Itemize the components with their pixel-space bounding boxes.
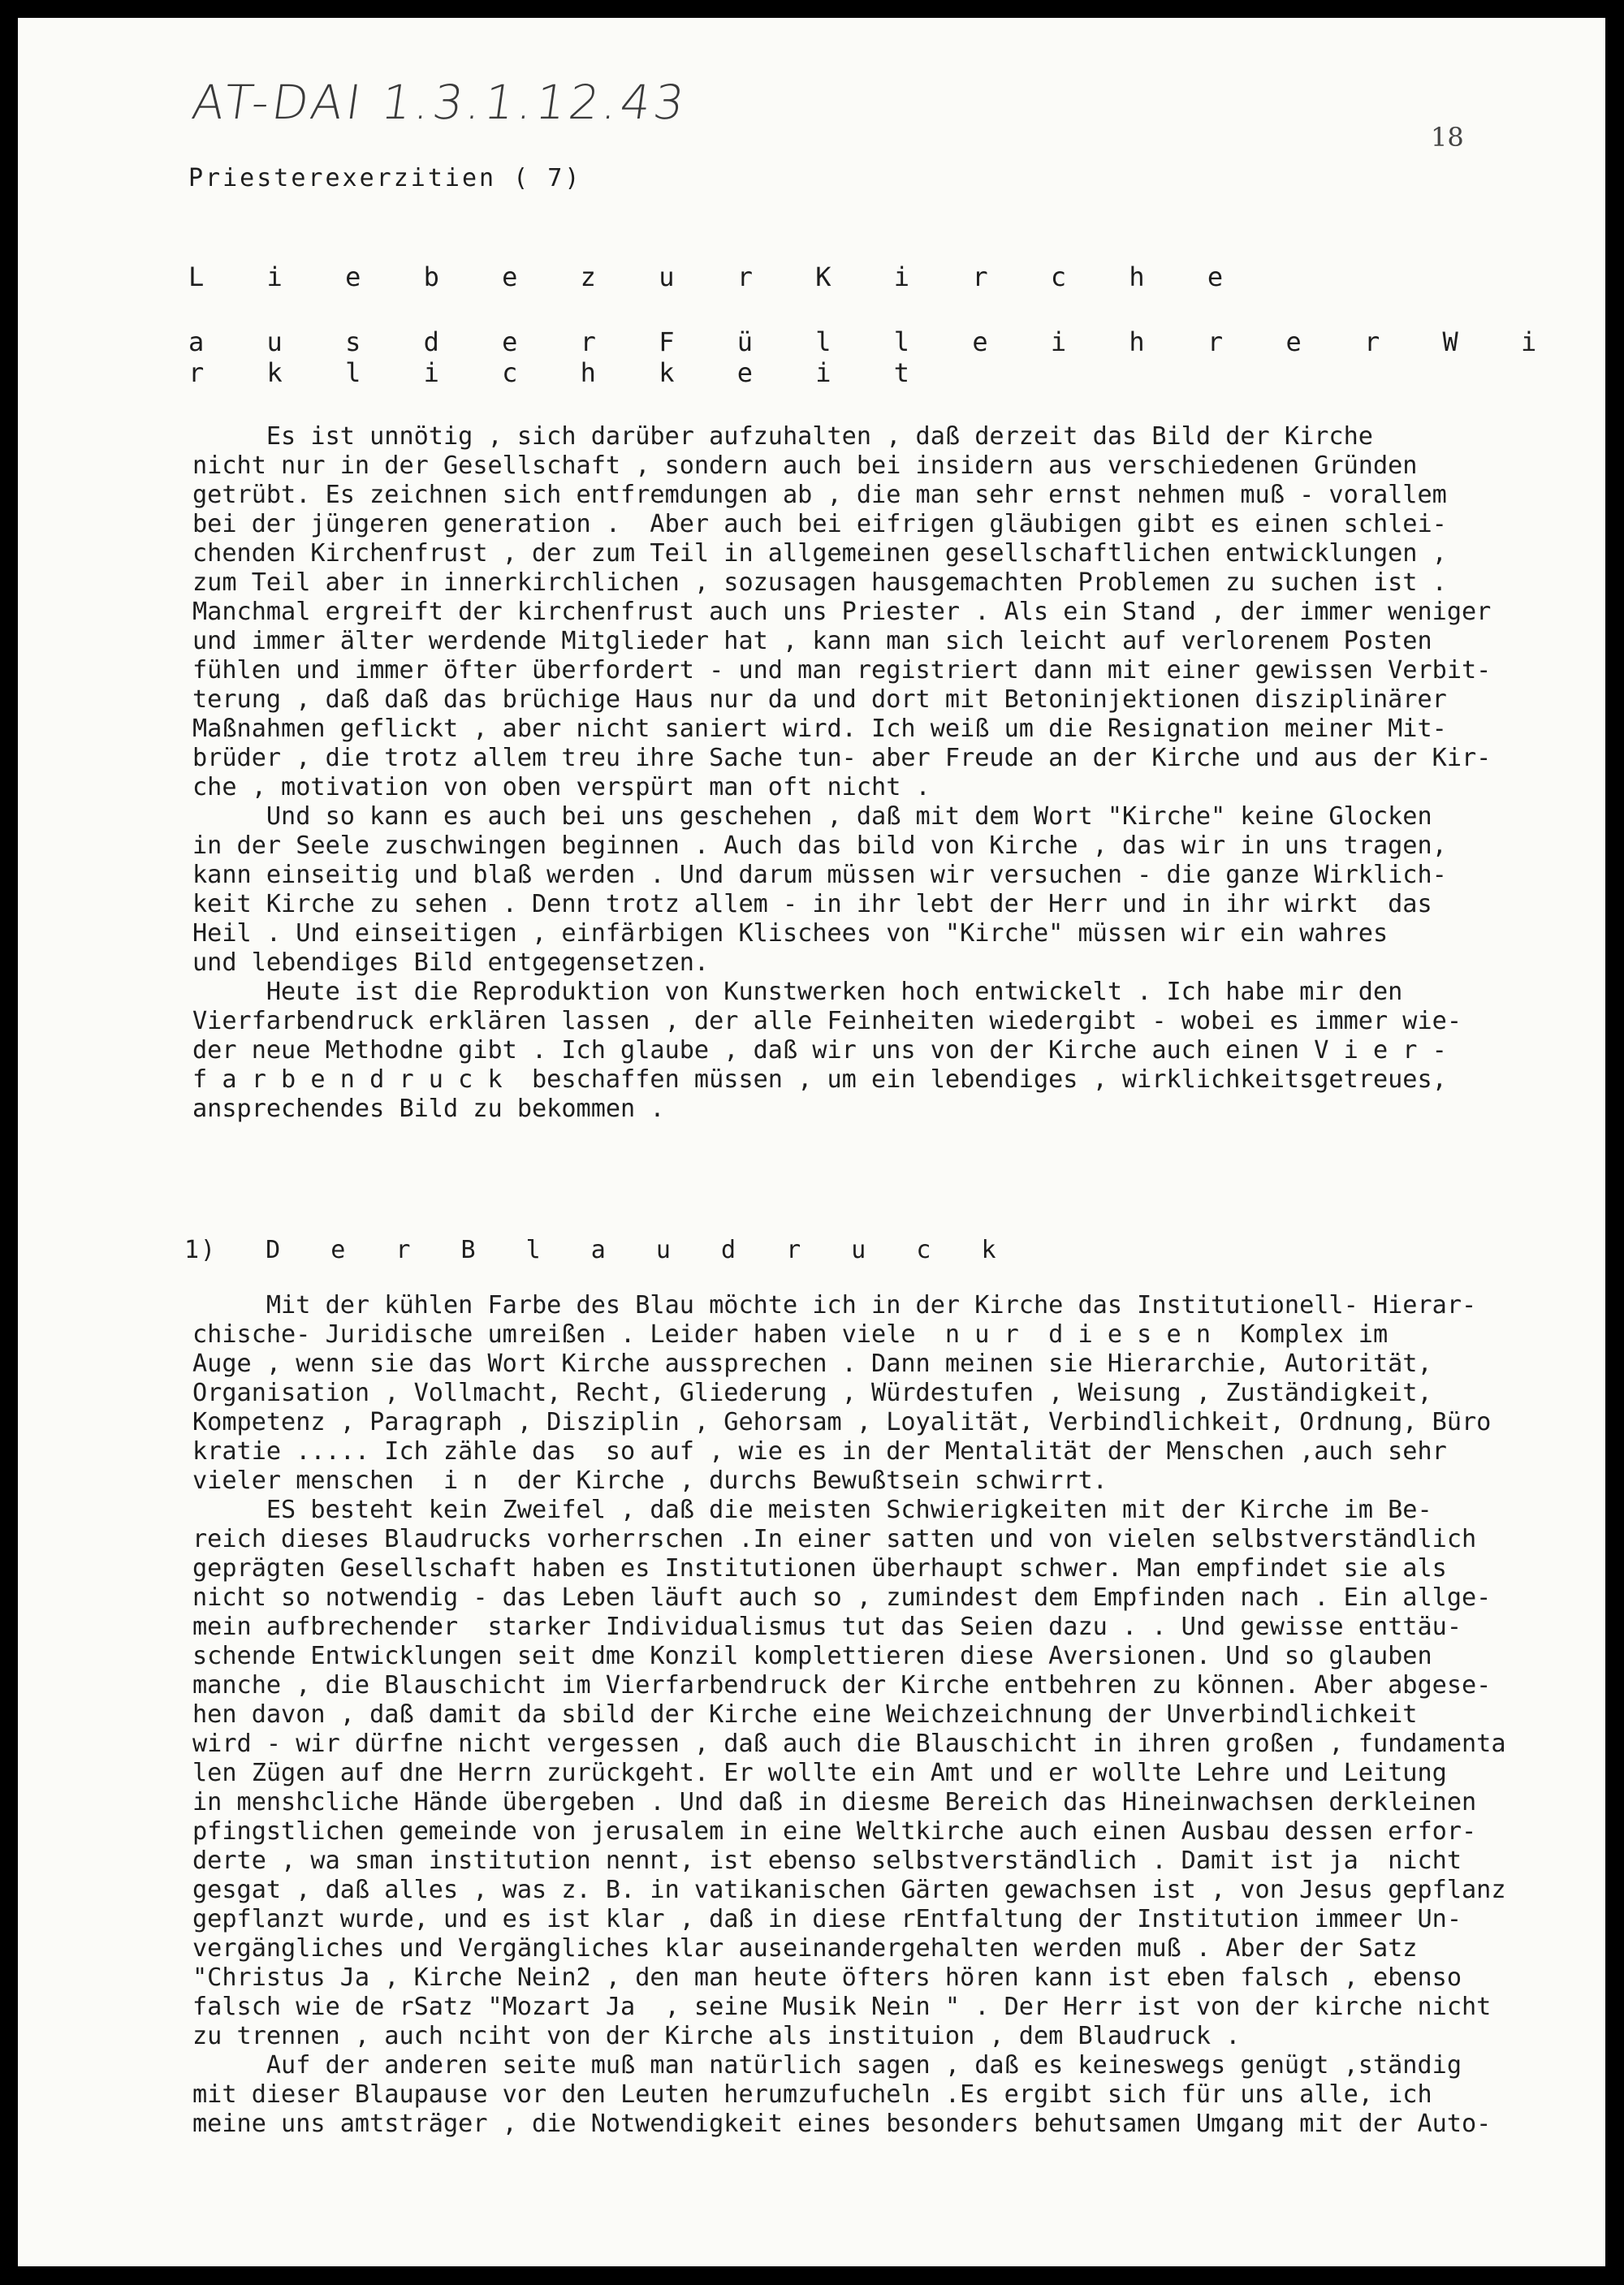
archive-reference: AT-DAI 1.3.1.12.43 [188,75,691,130]
text-line: chische- Juridische umreißen . Leider haben viele n u r d i e s e n Komplex im [192,1320,1389,1349]
text-line: Heil . Und einseitigen , einfärbigen Klischees von "Kirche" müssen wir ein wahres [192,919,1389,948]
text-line: ES besteht kein Zweifel , daß die meisten Schwierigkeiten mit der Kirche im Be- [192,1496,1432,1524]
text-line: bei der jüngeren generation . Aber auch bei eifrigen gläubigen gibt es einen schlei- [192,510,1447,538]
text-line: derte , wa sman institution nennt, ist ebenso selbstverständlich . Damit ist ja nicht [192,1847,1462,1875]
text-line: "Christus Ja , Kirche Nein2 , den man heute öfters hören kann ist eben falsch , ebenso [192,1963,1462,1992]
text-line: der neue Methodne gibt . Ich glaube , daß wir uns von der Kirche auch einen V i e r - [192,1036,1447,1065]
text-line: reich dieses Blaudrucks vorherrschen .In einer satten und von vielen selbstverständlich [192,1525,1477,1553]
text-line: nicht nur in der Gesellschaft , sondern auch bei insidern aus verschiedenen Gründen [192,451,1418,480]
text-line: kratie ..... Ich zähle das so auf , wie es in der Mentalität der Menschen ,auch sehr [192,1437,1447,1466]
series-title: Priesterexerzitien ( 7) [188,164,582,192]
text-line: in menshcliche Hände übergeben . Und daß in diesme Bereich das Hineinwachsen derkleinen [192,1788,1477,1816]
text-line: manche , die Blauschicht im Vierfarbendruck der Kirche entbehren zu können. Aber abgese- [192,1671,1492,1700]
text-line: falsch wie de rSatz "Mozart Ja , seine Musik Nein " . Der Herr ist von der kirche nicht [192,1993,1492,2021]
text-line: kann einseitig und blaß werden . Und darum müssen wir versuchen - die ganze Wirklich- [192,861,1447,889]
text-line: in der Seele zuschwingen beginnen . Auch das bild von Kirche , das wir in uns tragen, [192,831,1447,860]
text-line: Auf der anderen seite muß man natürlich sagen , daß es keineswegs genügt ,ständig [192,2051,1462,2080]
text-line: Maßnahmen geflickt , aber nicht saniert wird. Ich weiß um die Resignation meiner Mit- [192,715,1447,743]
text-line: fühlen und immer öfter überfordert - und man registriert dann mit einer gewissen Verbit- [192,656,1492,685]
text-line: terung , daß daß das brüchige Haus nur da und dort mit Betoninjektionen disziplinärer [192,685,1447,714]
text-line: schende Entwicklungen seit dme Konzil komplettieren diese Aversionen. Und so glauben [192,1642,1432,1670]
text-line: mit dieser Blaupause vor den Leuten herumzufucheln .Es ergibt sich für uns alle, ich [192,2080,1432,2109]
text-line: f a r b e n d r u c k beschaffen müssen , um ein lebendiges , wirklichkeitsgetreues, [192,1065,1447,1094]
document-title-line-1: L i e b e z u r K i r c h e [188,261,1224,292]
text-line: chenden Kirchenfrust , der zum Teil in allgemeinen gesellschaftlichen entwicklungen , [192,539,1447,568]
text-line: vieler menschen i n der Kirche , durchs Bewußtsein schwirrt. [192,1466,1108,1495]
text-line: Kompetenz , Paragraph , Disziplin , Gehorsam , Loyalität, Verbindlichkeit, Ordnung, Büro [192,1408,1492,1436]
text-line: wird - wir dürfne nicht vergessen , daß auch die Blauschicht in ihren großen , fundamenta [192,1730,1506,1758]
text-line: ansprechendes Bild zu bekommen . [192,1095,665,1123]
text-line: nicht so notwendig - das Leben läuft auch so , zumindest dem Empfinden nach . Ein allge- [192,1583,1492,1612]
text-line: Mit der kühlen Farbe des Blau möchte ich in der Kirche das Institutionell- Hierar- [192,1291,1477,1320]
text-line: len Zügen auf dne Herrn zurückgeht. Er wollte ein Amt und er wollte Lehre und Leitung [192,1759,1447,1787]
text-line: Organisation , Vollmacht, Recht, Gliederung , Würdestufen , Weisung , Zuständigkeit, [192,1379,1432,1407]
text-line: mein aufbrechender starker Individualismus tut das Seien dazu . . Und gewisse enttäu- [192,1613,1462,1641]
text-line: zum Teil aber in innerkirchlichen , sozusagen hausgemachten Problemen zu suchen ist . [192,568,1447,597]
text-line: Es ist unnötig , sich darüber aufzuhalten , daß derzeit das Bild der Kirche [192,422,1373,451]
text-line: meine uns amtsträger , die Notwendigkeit eines besonders behutsamen Umgang mit der Auto- [192,2110,1492,2138]
section-heading: 1) D e r B l a u d r u c k [184,1236,998,1264]
text-line: Vierfarbendruck erklären lassen , der alle Feinheiten wiedergibt - wobei es immer wie- [192,1007,1462,1035]
text-line: Heute ist die Reproduktion von Kunstwerken hoch entwickelt . Ich habe mir den [192,978,1403,1006]
text-line: Auge , wenn sie das Wort Kirche aussprechen . Dann meinen sie Hierarchie, Autorität, [192,1350,1432,1378]
text-line: getrübt. Es zeichnen sich entfremdungen ab , die man sehr ernst nehmen muß - vorallem [192,481,1447,509]
text-line: geprägten Gesellschaft haben es Institutionen überhaupt schwer. Man empfindet sie als [192,1554,1447,1583]
text-line: und immer älter werdende Mitglieder hat , kann man sich leicht auf verlorenem Posten [192,627,1432,655]
text-line: keit Kirche zu sehen . Denn trotz allem - in ihr lebt der Herr und in ihr wirkt das [192,890,1432,918]
text-line: hen davon , daß damit da sbild der Kirche eine Weichzeichnung der Unverbindlichkeit [192,1700,1418,1729]
text-line: gesgat , daß alles , was z. B. in vatikanischen Gärten gewachsen ist , von Jesus gepflanz [192,1876,1506,1904]
text-line: pfingstlichen gemeinde von jerusalem in eine Weltkirche auch einen Ausbau dessen erfor- [192,1817,1477,1846]
document-title-line-2: a u s d e r F ü l l e i h r e r W i r k l i c h k e i t [188,326,1537,388]
document-page [18,18,1605,2266]
text-line: che , motivation von oben verspürt man oft nicht . [192,773,931,801]
text-line: und lebendiges Bild entgegensetzen. [192,948,710,977]
text-line: zu trennen , auch nciht von der Kirche als instituion , dem Blaudruck . [192,2022,1241,2050]
text-line: brüder , die trotz allem treu ihre Sache tun- aber Freude an der Kirche und aus der Kir- [192,744,1492,772]
text-line: gepflanzt wurde, und es ist klar , daß in diese rEntfaltung der Institution immeer Un- [192,1905,1462,1933]
text-line: Und so kann es auch bei uns geschehen , daß mit dem Wort "Kirche" keine Glocken [192,802,1432,831]
text-line: Manchmal ergreift der kirchenfrust auch uns Priester . Als ein Stand , der immer weniger [192,598,1492,626]
text-line: vergängliches und Vergängliches klar auseinandergehalten werden muß . Aber der Satz [192,1934,1418,1963]
page-number: 18 [1431,122,1464,153]
